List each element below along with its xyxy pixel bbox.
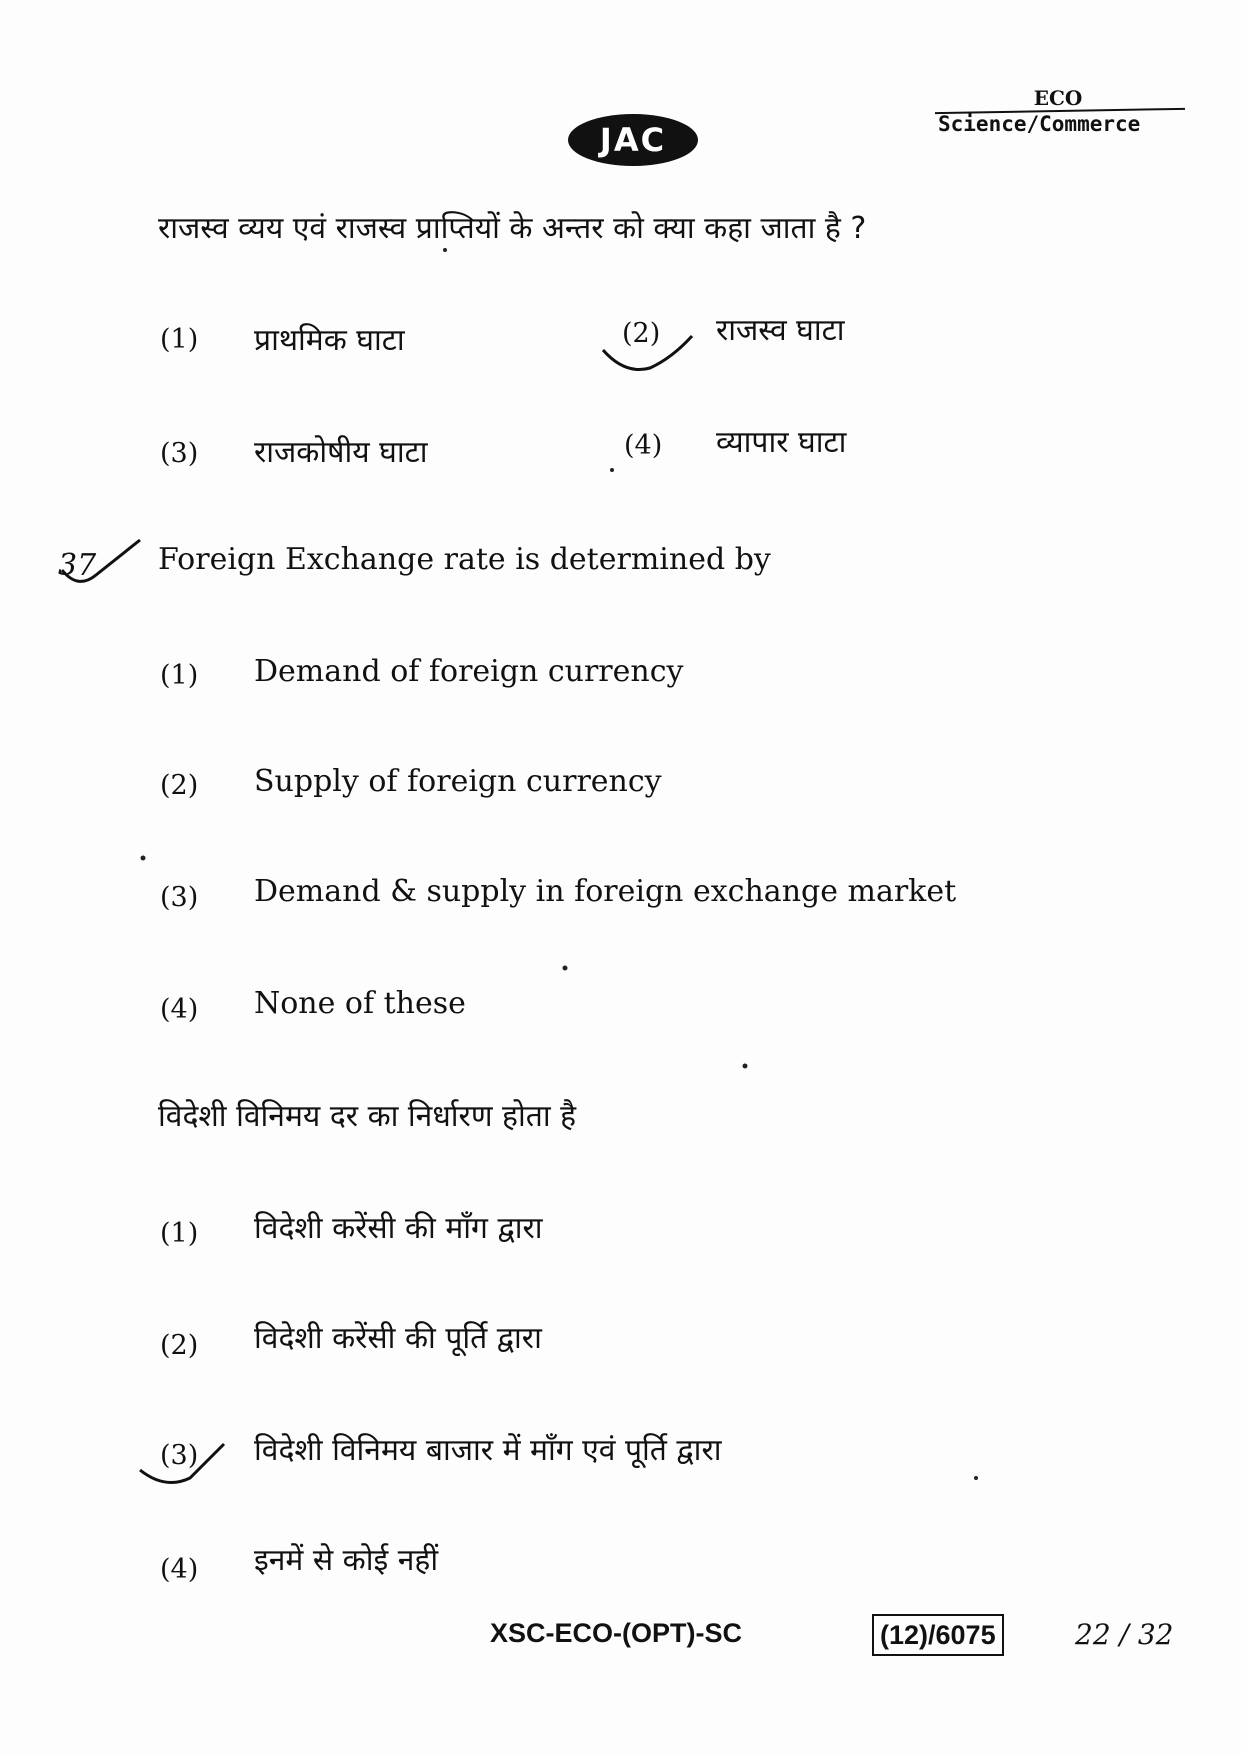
question-37-text: Foreign Exchange rate is determined by [158,542,771,577]
q37h-option-3-number: (3) [160,1440,199,1471]
q37h-option-1-text: विदेशी करेंसी की माँग द्वारा [254,1211,543,1246]
stray-dot [443,248,447,252]
q37h-option-4-text: इनमें से कोई नहीं [254,1543,439,1578]
paper-code: XSC-ECO-(OPT)-SC [490,1618,742,1648]
q36-option-2-number: (2) [622,318,661,349]
q37h-option-1-number: (1) [160,1218,199,1249]
q37-option-2-number: (2) [160,770,199,801]
q37-option-2-text: Supply of foreign currency [254,764,662,799]
q36-option-3-text: राजकोषीय घाटा [254,435,428,470]
q36-option-1-number: (1) [160,324,199,355]
q37-option-4-text: None of these [254,986,466,1021]
q37-option-1-number: (1) [160,660,199,691]
q37-option-3-number: (3) [160,882,199,913]
jac-logo-badge: JAC [568,114,698,166]
subject-stream: Science/Commerce [938,112,1141,136]
q37-option-4-number: (4) [160,994,199,1025]
set-code-box: (12)/6075 [872,1614,1004,1656]
stray-dot [610,468,614,472]
question-36-hindi-text: राजस्व व्यय एवं राजस्व प्राप्तियों के अन्तर को क्या कहा जाता है ? [158,211,867,246]
page-number: 22 / 32 [1075,1618,1174,1651]
subject-code: ECO [1033,86,1083,110]
stray-dot [563,966,568,971]
q36-option-1-text: प्राथमिक घाटा [254,323,405,358]
q37h-option-2-text: विदेशी करेंसी की पूर्ति द्वारा [254,1321,542,1356]
q37h-option-2-number: (2) [160,1330,199,1361]
q37h-option-4-number: (4) [160,1554,199,1585]
question-37-hindi-text: विदेशी विनिमय दर का निर्धारण होता है [158,1099,577,1134]
q36-option-4-number: (4) [624,430,663,461]
q37-option-3-text: Demand & supply in foreign exchange market [254,874,957,909]
stray-dot [141,856,146,861]
q37-option-1-text: Demand of foreign currency [254,654,684,689]
question-37-number: 37 [58,548,97,583]
q36-option-4-text: व्यापार घाटा [716,425,847,460]
q37h-option-3-text: विदेशी विनिमय बाजार में माँग एवं पूर्ति द्वारा [254,1433,722,1468]
stray-dot [974,1476,978,1480]
stray-dot [743,1064,748,1069]
q36-option-2-text: राजस्व घाटा [716,313,845,348]
q36-option-3-number: (3) [160,438,199,469]
